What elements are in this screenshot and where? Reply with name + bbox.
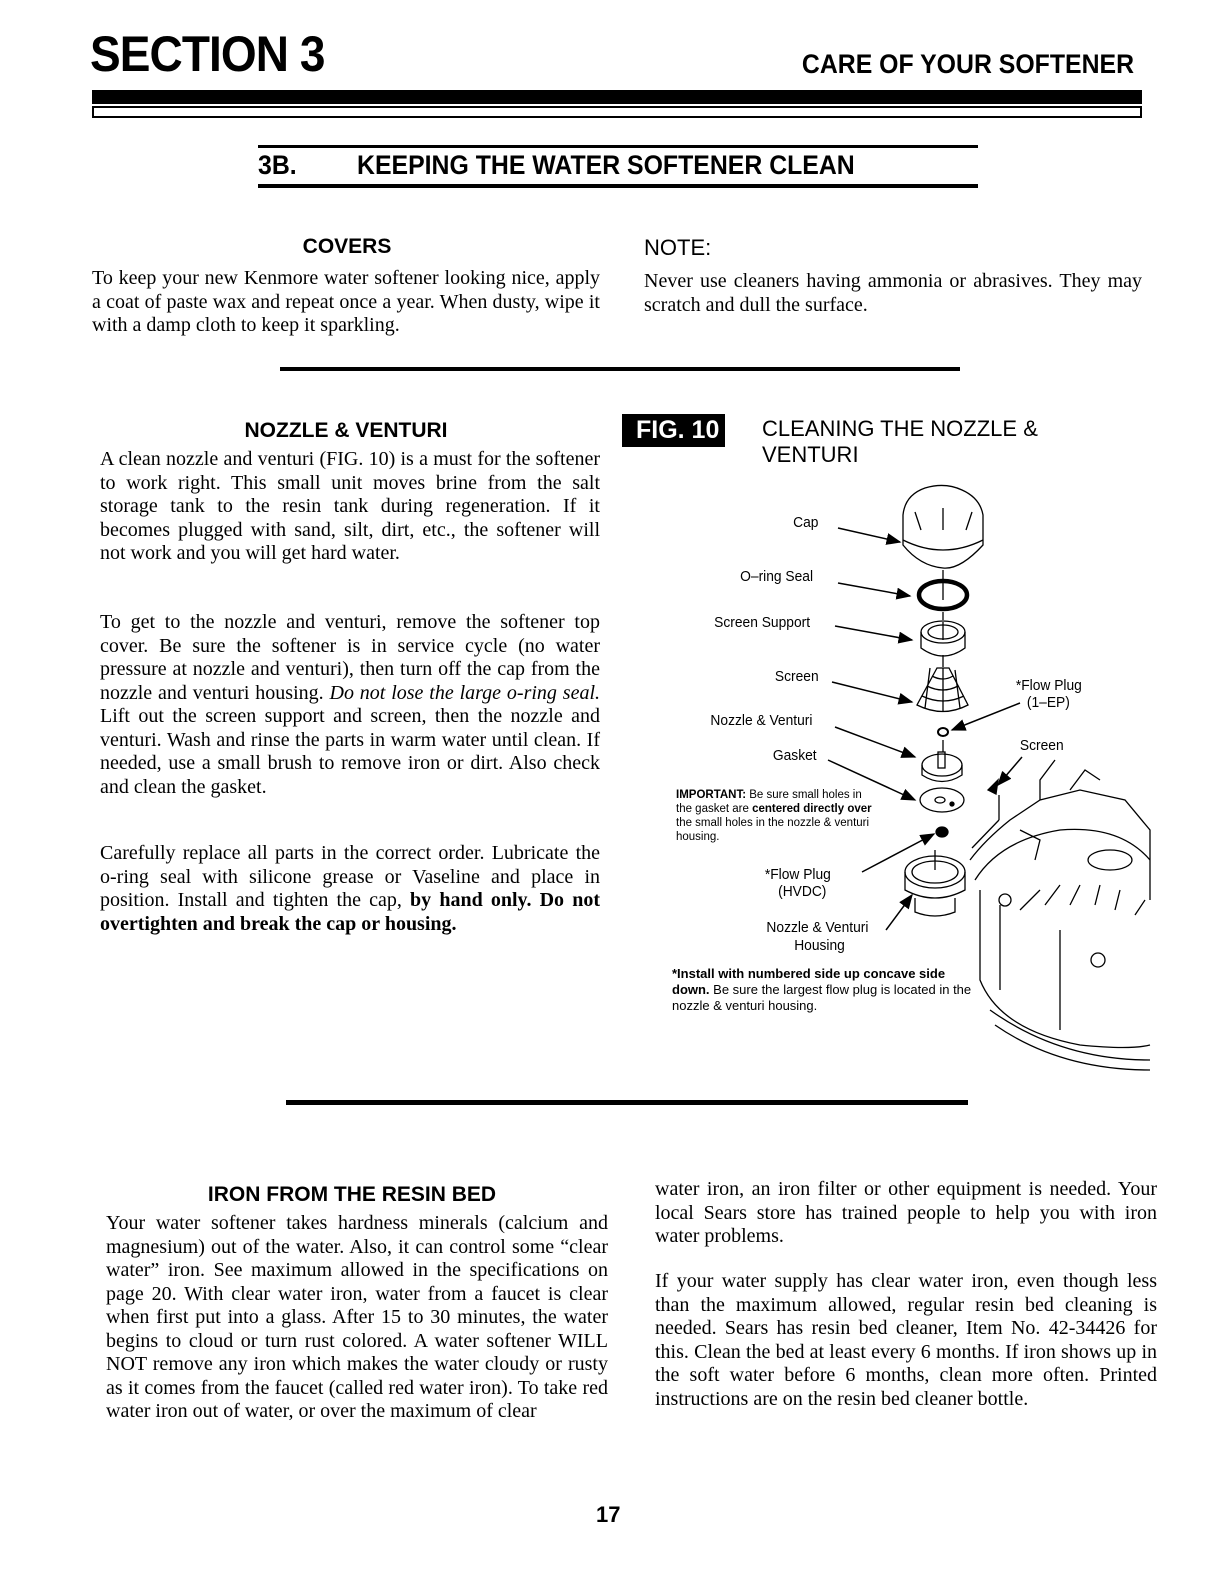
section-divider-2 <box>286 1100 968 1105</box>
screen-right-part <box>988 780 998 794</box>
note-text: Never use cleaners having ammonia or abrasives. They may scratch and dull the surface. <box>644 270 1142 316</box>
arrow-nozzle-venturi <box>835 727 915 757</box>
label-flow-plug-1ep-code: (1–EP) <box>1026 694 1070 711</box>
label-flow-plug-1ep: *Flow Plug <box>1015 677 1082 694</box>
arrow-flow-plug-1ep <box>952 703 1020 730</box>
subsection-number: 3B. <box>258 150 297 180</box>
nozzle-heading: NOZZLE & VENTURI <box>244 419 448 442</box>
section-title: SECTION 3 <box>90 26 325 82</box>
nozzle-venturi-part <box>922 752 962 782</box>
nozzle-p2-text-b: Lift out the screen support and screen, then the nozzle and venturi. Wash and rinse the parts in warm water until clean. If needed, use a small brush to remove iron or dirt. Also check and clean the gasket. <box>100 705 600 798</box>
important-note <box>676 788 876 844</box>
iron-right-paragraph-1: water iron, an iron filter or other equipment is needed. Your local Sears store has trained people to help you with iron water problems. <box>655 1178 1157 1247</box>
flow-plug-hvdc-part <box>936 827 948 837</box>
cap-part <box>903 485 983 568</box>
figure-badge: FIG. 10 <box>622 414 725 447</box>
oring-part <box>919 581 967 609</box>
arrow-screen-support <box>835 626 912 640</box>
subsection-title: KEEPING THE WATER SOFTENER CLEAN <box>357 150 855 180</box>
iron-left-text-b: remove any iron which makes the water cloudy or rusty as it comes from the faucet (called red water iron). To take red water iron out of water, or over the maximum of clear <box>106 1353 608 1422</box>
arrow-screen-right <box>998 757 1022 785</box>
nozzle-venturi-housing-part <box>905 856 965 916</box>
label-nozzle-venturi: Nozzle & Venturi <box>710 712 813 729</box>
arrow-cap <box>838 528 900 542</box>
covers-text: To keep your new Kenmore water softener looking nice, apply a coat of paste wax and repeat once a year. When dusty, wipe it with a damp cloth to keep it sparkling. <box>92 267 600 336</box>
section-divider <box>280 367 960 371</box>
iron-right-paragraph-2: If your water supply has clear water iron, even though less than the maximum allowed, regular resin bed cleaning is needed. Sears has resin bed cleaner, Item No. 42-34426 for this. Clean the bed at least every 6 months. If iron shows up in the soft water before 6 months, clean more often. Printed instructions are on the resin bed cleaner bottle. <box>655 1270 1157 1410</box>
nozzle-paragraph-3 <box>100 842 600 936</box>
label-flow-plug-hvdc: *Flow Plug <box>764 866 831 883</box>
covers-heading: COVERS <box>302 235 392 258</box>
nozzle-p2-warning: Do not lose the large o-ring seal. <box>329 681 600 704</box>
iron-left-text-a: Your water softener takes hardness minerals (calcium and magnesium) out of the water. Also, it can control some “clear water” iron. See maximum allowed in the specifications on page 20. With clear water iron, water from a faucet is clear when first put into a glass. After 15 to 30 minutes, the water begins to cloud or turn rust colored. A water softener <box>106 1212 608 1352</box>
arrow-housing <box>886 895 912 930</box>
important-text-b: the small holes in the nozzle & venturi housing. <box>676 817 870 843</box>
gasket-part <box>920 788 964 812</box>
iron-left-paragraph <box>106 1212 608 1424</box>
flow-plug-1ep-part <box>938 728 948 736</box>
note-heading: NOTE: <box>644 235 712 260</box>
nozzle-p3-warning: by hand only. Do not overtighten and break the cap or housing. <box>100 889 600 935</box>
screen-support-part <box>921 621 965 656</box>
nozzle-paragraph-1: A clean nozzle and venturi (FIG. 10) is a must for the softener to work right. This small unit moves brine from the salt storage tank to the resin tank during regeneration. If it becomes plugged with sand, silt, dirt, etc., the softener will not work and you will get hard water. <box>100 448 600 564</box>
label-cap: Cap <box>793 514 819 531</box>
install-note-text: Be sure the largest flow plug is located in the nozzle & venturi housing. <box>672 982 972 1013</box>
page-number: 17 <box>596 1502 621 1527</box>
label-screen: Screen <box>774 668 819 685</box>
label-housing-line-1: Nozzle & Venturi <box>766 919 869 936</box>
label-oring-seal: O–ring Seal <box>740 568 814 585</box>
screen-part <box>917 668 968 712</box>
header-rule-outline <box>92 106 1142 118</box>
iron-left-caps: WILL NOT <box>106 1329 608 1375</box>
figure-title: CLEANING THE NOZZLE & VENTURI <box>762 416 1038 467</box>
install-note-bold: *Install with numbered side up concave side down. <box>672 966 946 997</box>
label-gasket: Gasket <box>772 747 817 764</box>
important-emphasis: centered directly over <box>752 803 872 815</box>
label-housing-line-2: Housing <box>794 937 845 954</box>
arrow-oring <box>838 583 910 596</box>
nozzle-p2-text-a: To get to the nozzle and venturi, remove the softener top cover. Be sure the softener is in service cycle (no water pressure at nozzle and venturi), then turn off the cap from the nozzle and venturi housing. <box>100 611 600 704</box>
iron-heading: IRON FROM THE RESIN BED <box>207 1183 497 1206</box>
arrow-screen <box>832 682 912 702</box>
header-rule-thick <box>92 90 1142 104</box>
label-flow-plug-hvdc-code: (HVDC) <box>778 883 827 900</box>
nozzle-p3-text: Carefully replace all parts in the correct order. Lubricate the o-ring seal with silicone grease or Vaseline and place in position. Install and tighten the cap, <box>100 842 600 911</box>
valve-body <box>970 760 1150 1070</box>
label-screen-right: Screen <box>1019 737 1064 754</box>
important-label: IMPORTANT: <box>676 789 747 801</box>
install-note <box>672 966 972 1014</box>
nozzle-paragraph-2 <box>100 611 600 799</box>
section-subtitle: CARE OF YOUR SOFTENER <box>801 49 1134 79</box>
label-screen-support: Screen Support <box>714 614 811 631</box>
subsection-rule-bottom <box>258 184 978 188</box>
important-text-a: Be sure small holes in the gasket are <box>676 789 862 815</box>
